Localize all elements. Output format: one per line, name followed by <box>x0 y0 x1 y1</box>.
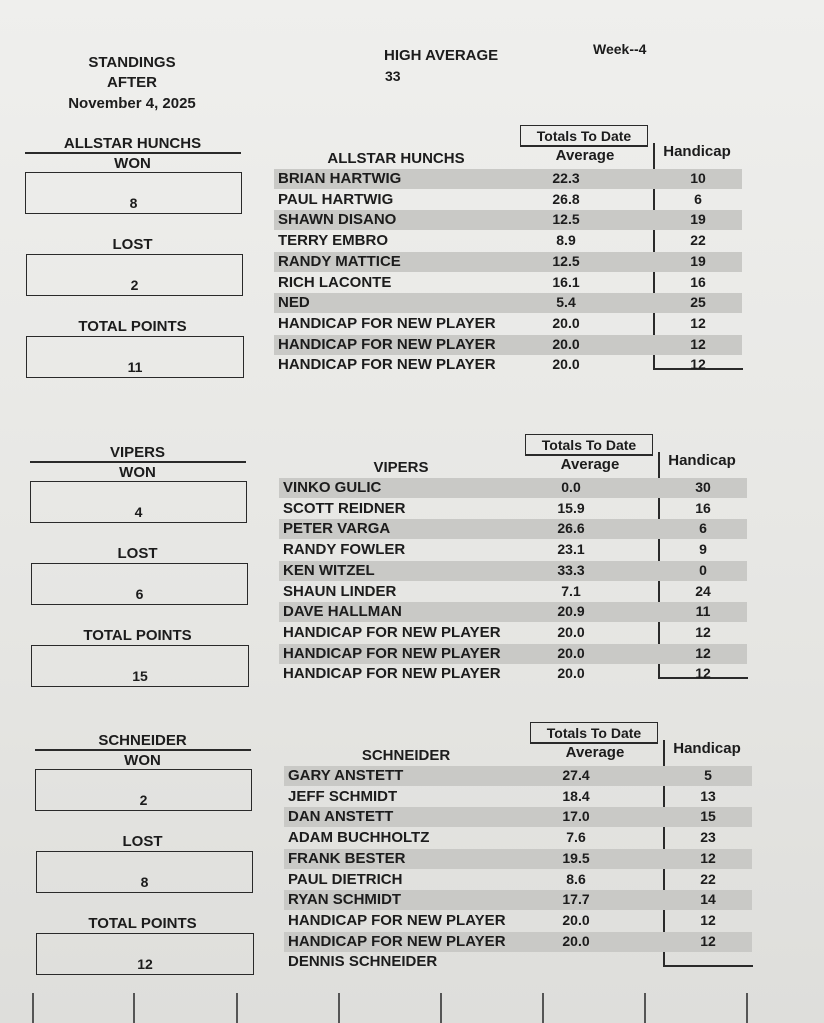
won-value: 2 <box>139 792 148 808</box>
total-points-label: TOTAL POINTS <box>78 318 187 335</box>
player-handicap: 22 <box>690 232 706 249</box>
player-row <box>279 623 747 643</box>
team-name-left: VIPERS <box>109 444 166 461</box>
player-handicap: 25 <box>690 294 706 311</box>
player-row <box>284 870 752 890</box>
player-average: 20.0 <box>552 356 580 373</box>
team-name-left: SCHNEIDER <box>98 732 187 749</box>
player-average: 8.6 <box>566 870 586 887</box>
won-value: 4 <box>134 504 143 520</box>
player-name: HANDICAP FOR NEW PLAYER <box>288 932 506 950</box>
average-column-header: Average <box>555 147 615 164</box>
player-name: VINKO GULIC <box>283 479 382 496</box>
player-row <box>274 314 742 334</box>
totals-to-date-header: Totals To Date <box>525 434 653 456</box>
player-handicap: 10 <box>690 170 706 186</box>
total-points-box <box>31 645 249 687</box>
player-row <box>274 231 742 251</box>
player-handicap: 12 <box>695 665 711 682</box>
player-average: 20.0 <box>562 911 590 928</box>
player-handicap: 12 <box>700 932 716 949</box>
handicap-column-header: Handicap <box>663 143 731 160</box>
player-name: JEFF SCHMIDT <box>288 787 398 805</box>
player-handicap: 16 <box>695 499 711 516</box>
player-handicap: 6 <box>699 520 707 537</box>
lost-value: 2 <box>130 277 139 293</box>
week-label: Week--4 <box>593 41 647 57</box>
player-handicap: 19 <box>690 252 706 269</box>
page-tick <box>746 993 748 1023</box>
player-name: RYAN SCHMIDT <box>288 891 402 909</box>
player-average: 19.5 <box>562 849 590 866</box>
player-handicap: 6 <box>694 190 702 207</box>
player-average: 17.7 <box>562 891 590 908</box>
player-name: RANDY MATTICE <box>278 252 401 270</box>
total-points-value: 15 <box>132 668 148 684</box>
player-row <box>284 849 752 869</box>
lost-value: 6 <box>135 586 144 602</box>
player-row <box>284 932 752 952</box>
page-tick <box>440 993 442 1023</box>
total-points-value: 12 <box>137 956 153 972</box>
player-name: HANDICAP FOR NEW PLAYER <box>278 335 496 353</box>
player-name: GARY ANSTETT <box>288 767 404 784</box>
page-tick <box>542 993 544 1023</box>
player-row <box>279 664 747 684</box>
player-name: PAUL DIETRICH <box>288 870 403 888</box>
player-average: 20.0 <box>557 644 585 661</box>
team-table-title: SCHNEIDER <box>361 747 451 764</box>
average-column-header: Average <box>560 456 620 473</box>
player-row <box>284 952 752 972</box>
lost-label: LOST <box>112 236 153 253</box>
player-handicap: 5 <box>704 767 712 783</box>
player-name: DENNIS SCHNEIDER <box>288 953 438 971</box>
player-row <box>274 293 742 313</box>
lost-label: LOST <box>122 833 163 850</box>
lost-box <box>26 254 243 296</box>
lost-box <box>36 851 253 893</box>
player-name: RICH LACONTE <box>278 273 392 291</box>
player-name: HANDICAP FOR NEW PLAYER <box>283 665 501 683</box>
page-tick <box>338 993 340 1023</box>
player-name: DAN ANSTETT <box>288 808 394 826</box>
player-average: 16.1 <box>552 273 580 290</box>
player-name: SHAWN DISANO <box>278 211 397 229</box>
player-handicap: 12 <box>700 911 716 928</box>
player-average: 20.9 <box>557 603 585 620</box>
totals-to-date-header: Totals To Date <box>530 722 658 744</box>
player-row <box>274 273 742 293</box>
lost-box <box>31 563 248 605</box>
player-name: BRIAN HARTWIG <box>278 170 402 187</box>
team-name-underline <box>35 749 251 751</box>
player-row <box>279 519 747 539</box>
won-label: WON <box>124 752 161 769</box>
player-average: 23.1 <box>557 541 585 558</box>
won-box <box>35 769 252 811</box>
player-average: 5.4 <box>556 294 576 311</box>
total-points-label: TOTAL POINTS <box>83 627 192 644</box>
player-average: 20.0 <box>552 335 580 352</box>
player-handicap: 12 <box>690 356 706 373</box>
player-name: DAVE HALLMAN <box>283 603 402 621</box>
player-row <box>284 766 752 786</box>
player-average: 20.0 <box>552 314 580 331</box>
player-handicap: 14 <box>700 891 716 908</box>
player-average: 26.8 <box>552 190 580 207</box>
player-handicap: 0 <box>699 561 707 578</box>
player-handicap: 19 <box>690 211 706 228</box>
player-name: RANDY FOWLER <box>283 541 406 559</box>
player-average: 12.5 <box>552 211 580 228</box>
player-average: 20.0 <box>557 623 585 640</box>
player-handicap: 12 <box>690 314 706 331</box>
player-name: PAUL HARTWIG <box>278 190 394 208</box>
player-handicap: 11 <box>695 603 711 620</box>
player-row <box>279 478 747 498</box>
team-name-left: ALLSTAR HUNCHS <box>63 135 202 152</box>
player-row <box>274 252 742 272</box>
player-name: KEN WITZEL <box>283 561 375 579</box>
player-row <box>274 355 742 375</box>
player-average: 27.4 <box>562 767 590 783</box>
player-name: HANDICAP FOR NEW PLAYER <box>283 623 501 641</box>
player-handicap: 30 <box>695 479 711 495</box>
player-name: HANDICAP FOR NEW PLAYER <box>288 911 506 929</box>
player-name: HANDICAP FOR NEW PLAYER <box>278 314 496 332</box>
player-average: 17.0 <box>562 808 590 825</box>
player-row <box>284 787 752 807</box>
player-row <box>279 582 747 602</box>
player-row <box>274 169 742 189</box>
handicap-column-header: Handicap <box>668 452 736 469</box>
high-average-value: 33 <box>385 68 401 84</box>
team-table-title: VIPERS <box>373 459 429 476</box>
total-points-box <box>26 336 244 378</box>
handicap-column-header: Handicap <box>673 740 741 757</box>
player-handicap: 22 <box>700 870 716 887</box>
player-handicap: 12 <box>700 849 716 866</box>
player-handicap: 24 <box>695 582 711 599</box>
page-tick <box>236 993 238 1023</box>
player-average: 12.5 <box>552 252 580 269</box>
player-average: 0.0 <box>561 479 581 495</box>
player-row <box>284 911 752 931</box>
page-tick <box>133 993 135 1023</box>
standings-date: November 4, 2025 <box>68 95 196 112</box>
won-label: WON <box>114 155 151 172</box>
player-name: PETER VARGA <box>283 520 391 538</box>
won-box <box>30 481 247 523</box>
player-average: 26.6 <box>557 520 585 537</box>
player-row <box>274 210 742 230</box>
player-row <box>274 190 742 210</box>
high-average-label: HIGH AVERAGE <box>384 47 499 64</box>
won-value: 8 <box>129 195 138 211</box>
player-name: NED <box>278 294 310 312</box>
player-average: 15.9 <box>557 499 585 516</box>
total-points-label: TOTAL POINTS <box>88 915 197 932</box>
player-row <box>284 828 752 848</box>
player-average: 8.9 <box>556 232 576 249</box>
totals-to-date-header: Totals To Date <box>520 125 648 147</box>
player-handicap: 13 <box>700 787 716 804</box>
player-handicap: 12 <box>695 644 711 661</box>
player-average: 33.3 <box>557 561 585 578</box>
player-row <box>284 807 752 827</box>
player-handicap: 23 <box>700 829 716 846</box>
player-handicap: 12 <box>690 335 706 352</box>
player-row <box>284 890 752 910</box>
team-name-underline <box>25 152 241 154</box>
lost-label: LOST <box>117 545 158 562</box>
total-points-box <box>36 933 254 975</box>
won-label: WON <box>119 464 156 481</box>
lost-value: 8 <box>140 874 149 890</box>
player-row <box>279 540 747 560</box>
player-handicap: 15 <box>700 808 716 825</box>
player-row <box>274 335 742 355</box>
standings-after: AFTER <box>107 74 157 91</box>
player-average: 22.3 <box>552 170 580 186</box>
page-tick <box>32 993 34 1023</box>
player-name: HANDICAP FOR NEW PLAYER <box>278 356 496 374</box>
page-tick <box>644 993 646 1023</box>
player-average: 7.1 <box>561 582 581 599</box>
average-column-header: Average <box>565 744 625 761</box>
player-name: SCOTT REIDNER <box>283 499 406 517</box>
won-box <box>25 172 242 214</box>
total-points-value: 11 <box>127 359 143 375</box>
player-row <box>279 644 747 664</box>
player-handicap: 16 <box>690 273 706 290</box>
player-average: 20.0 <box>562 932 590 949</box>
player-handicap: 12 <box>695 623 711 640</box>
player-row <box>279 499 747 519</box>
player-name: SHAUN LINDER <box>283 582 397 600</box>
player-name: TERRY EMBRO <box>278 232 389 250</box>
player-name: HANDICAP FOR NEW PLAYER <box>283 644 501 662</box>
standings-title: STANDINGS <box>88 54 176 71</box>
player-name: ADAM BUCHHOLTZ <box>288 829 430 847</box>
player-name: FRANK BESTER <box>288 849 406 867</box>
team-name-underline <box>30 461 246 463</box>
player-row <box>279 561 747 581</box>
player-average: 20.0 <box>557 665 585 682</box>
team-table-title: ALLSTAR HUNCHS <box>327 150 465 167</box>
player-handicap: 9 <box>699 541 707 558</box>
player-average: 7.6 <box>566 829 586 846</box>
player-average: 18.4 <box>562 787 590 804</box>
player-row <box>279 602 747 622</box>
